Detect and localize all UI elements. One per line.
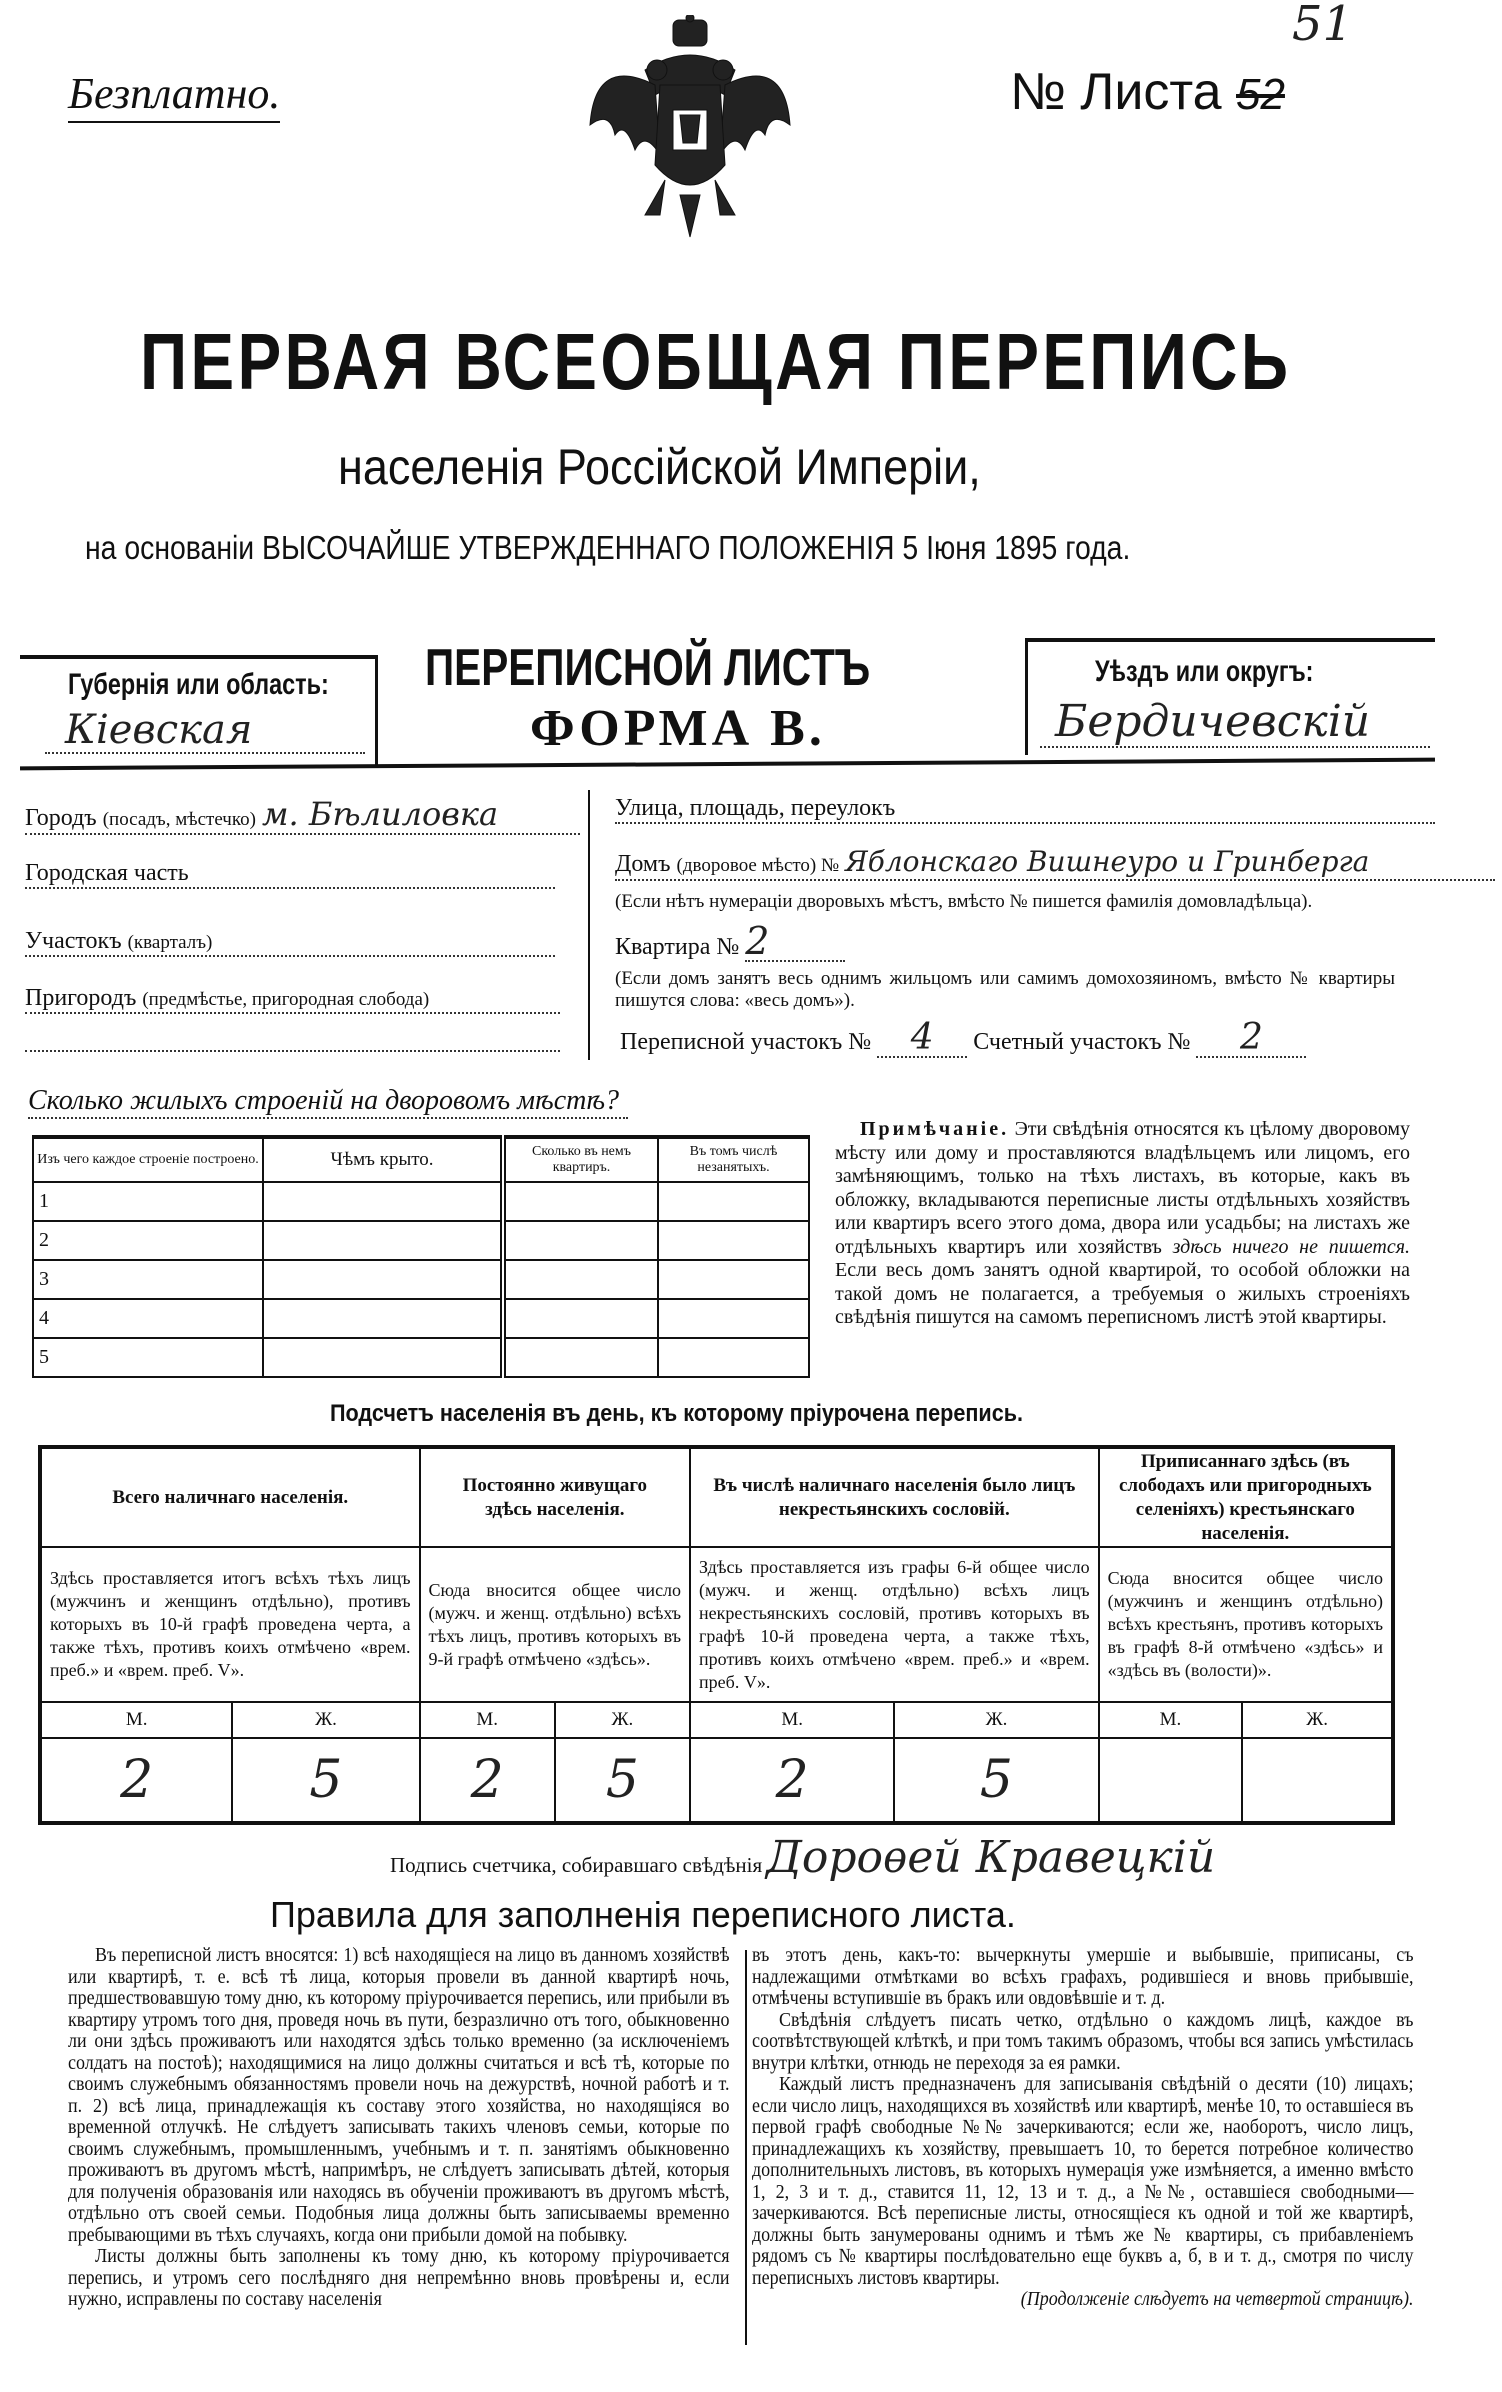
gubernia-label: Губернія или область:	[68, 668, 329, 701]
note-text: Эти свѣдѣнія относятся къ цѣлому дворовому мѣсту или дому и проставляются владѣльцемъ или лицомъ, его замѣняющимъ, только на тѣхъ листахъ, въ которые, какъ въ обложку, вкладываются переписные листы отдѣльныхъ хозяйствъ или квартиръ всего этого дома, двора или усадьбы; на листахъ же отдѣльныхъ квартиръ или хозяйствъ	[835, 1118, 1411, 1258]
buildings-header: Въ томъ числѣ незанятыхъ.	[658, 1137, 809, 1182]
buildings-table	[32, 1135, 810, 1378]
table-row	[33, 1338, 809, 1377]
signature-value: Дороѳей Кравецкій	[766, 1832, 1216, 1883]
city-value: м. Бѣлиловка	[261, 795, 499, 833]
count-column-header: Приписаннаго здѣсь (въ слободахъ или пригородныхъ селеніяхъ) крестьянскаго населенія.	[1099, 1447, 1393, 1547]
street-field	[615, 795, 1435, 824]
count-title: Подсчетъ населенія въ день, къ которому пріурочена перепись.	[330, 1400, 1023, 1427]
gubernia-value: Кіевская	[45, 708, 365, 754]
rules-paragraph: Въ переписной листъ вносятся: 1) всѣ находящіеся на лицо въ данномъ хозяйствѣ или квартирѣ, т. е. всѣ тѣ лица, которыя провели въ данной квартирѣ ночь, предшествовавшую тому дню, къ которому пріурочивается перепись, или прибыли въ квартиру утромъ того дня, проведя ночь въ пути, безразлично отъ того, обыкновенно ли они здѣсь проживаютъ или находятся здѣсь только временно (за исключеніемъ солдатъ на постоѣ); находящимися на лицо должны считаться и всѣ тѣ, которые по своимъ служебнымъ обязанностямъ провели ночь на дежурствѣ, ночной работѣ и т. п. 2) всѣ лица, принадлежащія къ составу этого хозяйства, но находящіяся во временной отлучкѣ. Не слѣдуетъ записывать такихъ членовъ семьи, которые по своимъ служебнымъ, промышленнымъ, учебнымъ и т. п. занятіямъ обыкновенно проживаютъ въ другомъ мѣстѣ, напримѣръ, не слѣдуетъ записывать дѣтей, которыя для полученія образованія или находясь въ обученіи проживаютъ въ другомъ мѣстѣ, отдѣльно отъ своей семьи. Подобныя лица должны быть записываемы временно пребывающими въ тѣхъ случаяхъ, когда они прибыли домой на побывку.	[68, 1944, 730, 2246]
sheet-label: № Листа	[1010, 63, 1222, 121]
rules-paragraph: Каждый листъ предназначенъ для записыванія свѣдѣній о десяти (10) лицахъ; если число лицъ, находящихся въ хозяйствѣ или квартирѣ, менѣе 10, то оставшіеся въ первой графѣ свободные №№ зачеркиваются; если же, наоборотъ, число лицъ, принадлежащихъ къ хозяйству, превышаетъ 10, то берется потребное количество дополнительныхъ листовъ, въ которыхъ нумерація уже измѣняется, а именно вмѣсто 1, 2, 3 и т. д., ставится 11, 12, 13 и т. д., а №№, оставшіеся свободными—зачеркиваются. Всѣ переписные листы, относящіеся къ одной и той же квартирѣ, должны быть занумерованы однимъ и тѣмъ же № квартиры, съ прибавленіемъ рядомъ съ № квартиры послѣдовательно еще буквъ а, б, в и т. д., смотря по числу переписныхъ листовъ квартиры.	[752, 2073, 1414, 2289]
count-desc-row	[40, 1547, 1393, 1702]
count-district-label: Счетный участокъ №	[973, 1029, 1191, 1055]
row-number: 5	[33, 1338, 263, 1377]
male-label: М.	[420, 1702, 555, 1738]
city-label: Городъ	[25, 805, 97, 831]
buildings-question	[28, 1085, 628, 1119]
sheet-number-handwritten: 51	[1292, 0, 1354, 52]
count-column-header: Въ числѣ наличнаго населенія было лицъ некрестьянскихъ сословій.	[690, 1447, 1099, 1547]
city-part-label: Городская часть	[25, 860, 189, 886]
row-number: 3	[33, 1260, 263, 1299]
buildings-question-text: Сколько жилыхъ строеній на дворовомъ мѣстѣ?	[28, 1085, 620, 1116]
suburb-label: Пригородъ	[25, 985, 137, 1011]
female-label: Ж.	[555, 1702, 690, 1738]
male-count: 2	[690, 1738, 894, 1823]
count-column-header: Постоянно живущаго здѣсь населенія.	[420, 1447, 691, 1547]
table-row	[33, 1182, 809, 1221]
form-name: ПЕРЕПИСНОЙ ЛИСТЪ	[425, 639, 871, 697]
apartment-value: 2	[745, 922, 845, 962]
city-field	[25, 795, 580, 835]
rules-paragraph: въ этотъ день, какъ-то: вычеркнуты умершіе и выбывшіе, приписаны, съ надлежащими отмѣтками во всѣхъ графахъ, родившіеся и вновь прибывшіе, отмѣчены вступившіе въ бракъ или овдовѣвшіе и т. д.	[752, 1944, 1414, 2009]
census-subtitle: населенія Россійской Имперіи,	[338, 439, 981, 495]
female-count: 5	[894, 1738, 1098, 1823]
form-label: ФОРМА В.	[530, 700, 826, 757]
rules-right-column	[752, 1945, 1414, 2311]
population-count-table	[38, 1445, 1395, 1825]
buildings-note	[835, 1118, 1410, 1330]
count-value-row	[40, 1738, 1393, 1823]
rules-title: Правила для заполненія переписного листа.	[270, 1894, 1016, 1935]
sheet-number	[1010, 62, 1285, 122]
house-field	[615, 845, 1495, 881]
buildings-header: Изъ чего каждое строеніе построено.	[33, 1137, 263, 1182]
signature-field	[390, 1832, 1216, 1883]
count-sex-row	[40, 1702, 1393, 1738]
male-count: 2	[420, 1738, 555, 1823]
female-count	[1242, 1738, 1393, 1823]
buildings-header: Чѣмъ крыто.	[263, 1137, 503, 1182]
male-label: М.	[1099, 1702, 1243, 1738]
table-row	[33, 1260, 809, 1299]
house-hint: (дворовое мѣсто) №	[676, 855, 840, 876]
count-district-value: 2	[1196, 1020, 1306, 1058]
house-label: Домъ	[615, 851, 671, 877]
row-number: 2	[33, 1221, 263, 1260]
city-hint: (посадъ, мѣстечко)	[102, 809, 256, 830]
city-part-field	[25, 860, 555, 889]
census-district-label: Переписной участокъ №	[620, 1029, 872, 1055]
male-count: 2	[40, 1738, 232, 1823]
house-value: Яблонскаго Вишнеуро и Гринберга	[845, 845, 1370, 878]
suburb-hint: (предмѣстье, пригородная слобода)	[142, 989, 430, 1010]
female-label: Ж.	[894, 1702, 1098, 1738]
table-row	[33, 1299, 809, 1338]
count-column-desc: Здѣсь проставляется итогъ всѣхъ тѣхъ лицъ (мужчинъ и женщинъ отдѣльно), противъ которыхъ въ 10-й графѣ проведена черта, а также тѣхъ, противъ коихъ отмѣчено «врем. преб.» и «врем. преб. V».	[40, 1547, 420, 1702]
apartment-field	[615, 919, 845, 963]
note-text2: Если весь домъ занятъ одной квартирой, то особой обложки на такой домъ не полагается, а требуемыя о жилыхъ строеніяхъ свѣдѣнія пишутся на самомъ переписномъ листѣ этой квартиры.	[835, 1259, 1410, 1328]
uezd-value: Бердичевскій	[1040, 698, 1430, 748]
female-label: Ж.	[1242, 1702, 1393, 1738]
row-number: 1	[33, 1182, 263, 1221]
count-column-desc: Здѣсь проставляется изъ графы 6-й общее число (мужч. и женщ. отдѣльно) всѣхъ лицъ некрестьянскихъ сословій, противъ которыхъ въ графѣ 10-й проведена черта, а также тѣхъ, противъ коихъ отмѣчено «врем. преб.» и «врем. преб. V».	[690, 1547, 1099, 1702]
district-field	[25, 928, 555, 957]
census-basis: на основаніи ВЫСОЧАЙШЕ УТВЕРЖДЕННАГО ПОЛОЖЕНІЯ 5 Іюня 1895 года.	[85, 529, 1131, 566]
male-label: М.	[40, 1702, 232, 1738]
male-label: М.	[690, 1702, 894, 1738]
table-row	[33, 1221, 809, 1260]
rules-left-column	[68, 1945, 730, 2311]
signature-label: Подпись счетчика, собиравшаго свѣдѣнія	[390, 1853, 763, 1877]
district-label: Участокъ	[25, 928, 122, 954]
count-column-header: Всего наличнаго населенія.	[40, 1447, 420, 1547]
note-italic: здѣсь ничего не пишется.	[1172, 1235, 1411, 1258]
double-headed-eagle-icon	[585, 15, 795, 240]
female-label: Ж.	[232, 1702, 419, 1738]
census-district-field	[620, 1017, 1306, 1058]
house-note: (Если нѣтъ нумераціи дворовыхъ мѣстъ, вмѣсто № пишется фамилія домовладѣльца).	[615, 891, 1313, 912]
rules-paragraph: Листы должны быть заполнены къ тому дню, къ которому пріурочивается перепись, и утромъ сего послѣдняго дня непремѣнно вновь провѣрены и, если нужно, исправлены по составу населенія	[68, 2245, 730, 2310]
row-number: 4	[33, 1299, 263, 1338]
apartment-label: Квартира №	[615, 934, 740, 960]
count-column-desc: Сюда вносится общее число (мужч. и женщ. отдѣльно) всѣхъ тѣхъ лицъ, противъ которыхъ въ 9-й графѣ отмѣчено «здѣсь».	[420, 1547, 691, 1702]
female-count: 5	[232, 1738, 419, 1823]
suburb-field	[25, 985, 560, 1014]
note-title: Примѣчаніе.	[860, 1118, 1010, 1140]
district-hint: (кварталъ)	[127, 932, 213, 953]
sheet-number-crossed: 52	[1236, 70, 1285, 119]
apartment-note: (Если домъ занятъ весь однимъ жильцомъ или самимъ домохозяиномъ, вмѣсто № квартиры пишутся слова: «весь домъ»).	[615, 968, 1395, 1011]
count-header-row	[40, 1447, 1393, 1547]
free-label: Безплатно.	[68, 68, 280, 123]
rules-paragraph: Свѣдѣнія слѣдуетъ писать четко, отдѣльно о каждомъ лицѣ, каждое въ соотвѣтствующей клѣткѣ, и при томъ такимъ образомъ, чтобы вся запись умѣстилась внутри клѣтки, отнюдь не переходя за ея рамки.	[752, 2008, 1414, 2074]
uezd-label: Уѣздъ или округъ:	[1095, 655, 1314, 688]
census-district-value: 4	[877, 1020, 967, 1058]
buildings-header: Сколько въ немъ квартиръ.	[503, 1137, 658, 1182]
rules-continued: (Продолженіе слѣдуетъ на четвертой страницѣ).	[1020, 2288, 1414, 2310]
street-label: Улица, площадь, переулокъ	[615, 795, 896, 821]
male-count	[1099, 1738, 1243, 1823]
census-title: ПЕРВАЯ ВСЕОБЩАЯ ПЕРЕПИСЬ	[140, 317, 1292, 406]
count-column-desc: Сюда вносится общее число (мужчинъ и женщинъ отдѣльно) всѣхъ крестьянъ, противъ которыхъ въ графѣ 8-й отмѣчено «здѣсь» и «здѣсь въ (волости)».	[1099, 1547, 1393, 1702]
female-count: 5	[555, 1738, 690, 1823]
